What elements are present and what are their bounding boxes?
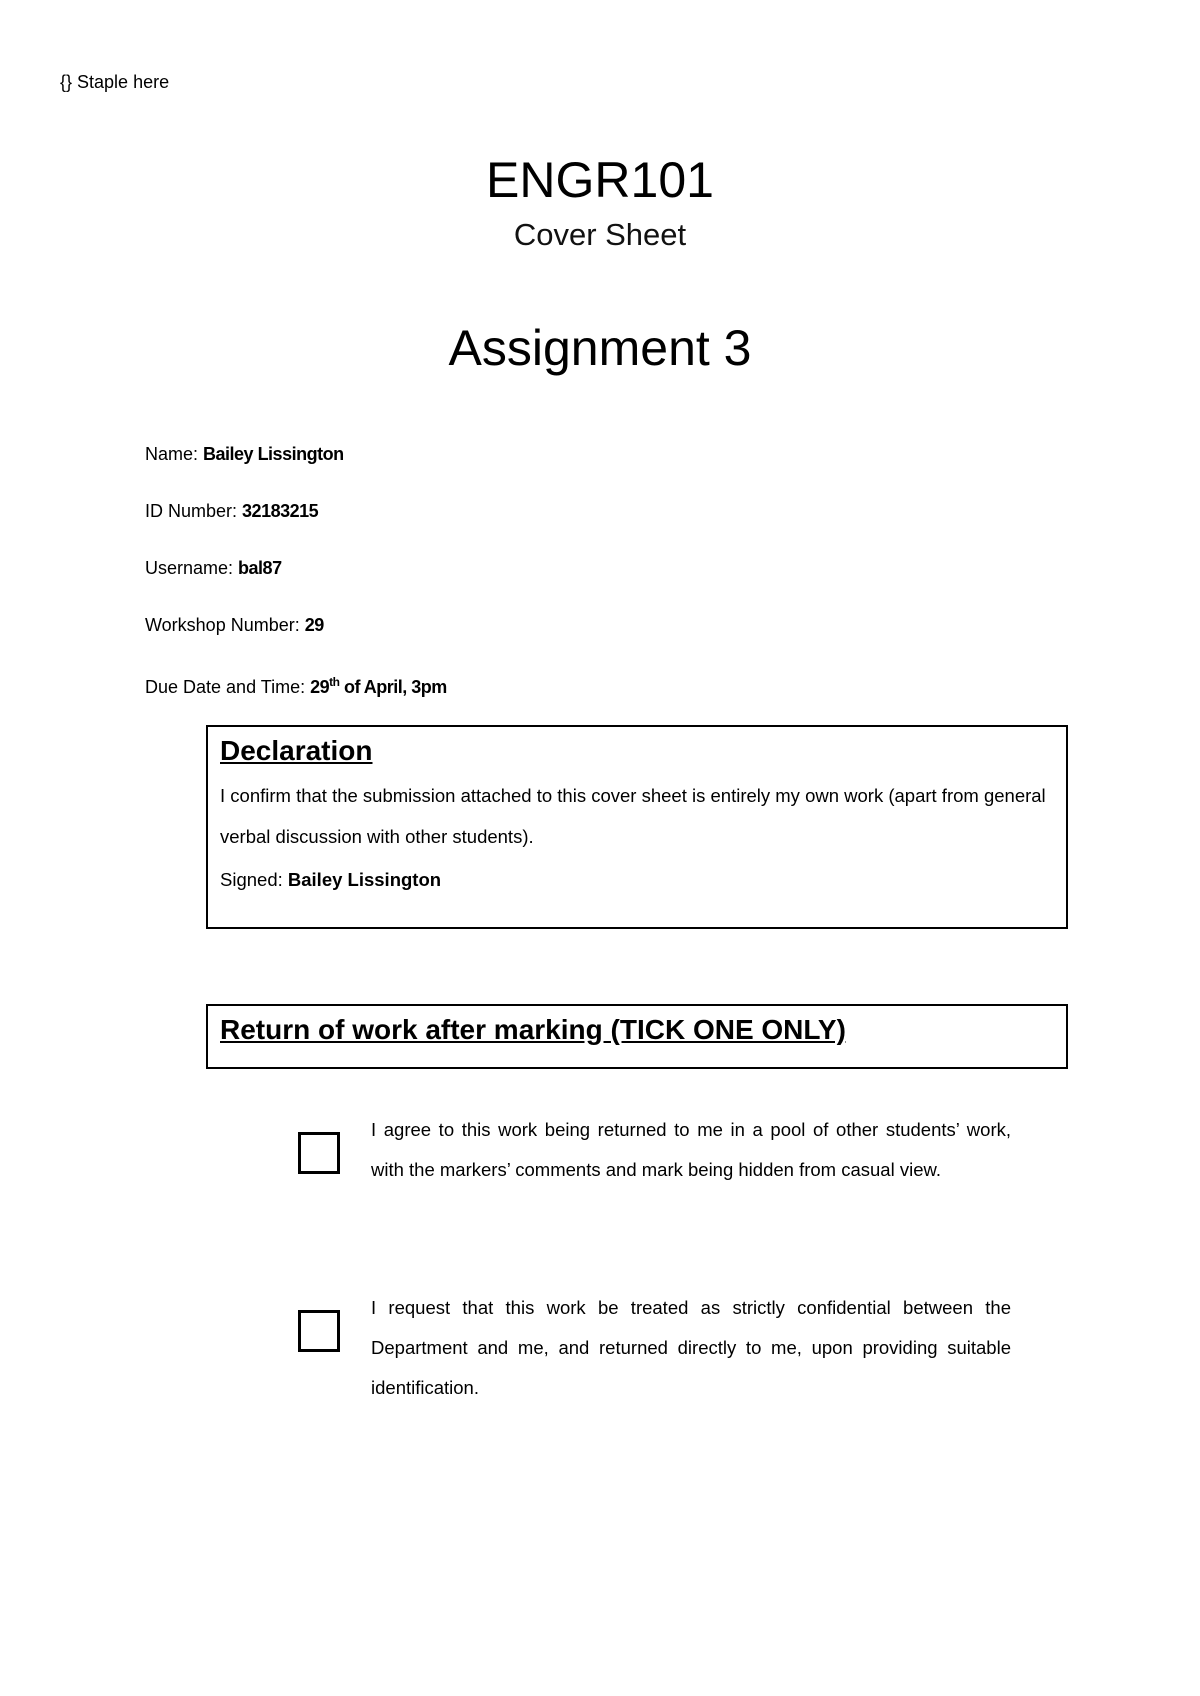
declaration-text: I confirm that the submission attached to this cover sheet is entirely my own work (apart from general verbal discussion with other students). (220, 785, 1046, 847)
course-code-title: ENGR101 (486, 152, 714, 208)
name-value: Bailey Lissington (203, 444, 344, 464)
return-of-work-title: Return of work after marking (TICK ONE ONLY) (220, 1014, 846, 1045)
cover-sheet-subtitle: Cover Sheet (513, 217, 687, 252)
declaration-box (206, 725, 1068, 929)
name-row (145, 442, 447, 499)
signed-row (220, 869, 1054, 891)
return-confidential-text: I request that this work be treated as strictly confidential between the Department and me, and returned directly to me, upon providing suitable identification. (371, 1297, 1011, 1398)
id-number-value: 32183215 (242, 501, 319, 521)
id-number-row (145, 499, 447, 556)
workshop-number-label: Workshop Number: (145, 615, 300, 635)
due-date-rest: of April, 3pm (339, 677, 447, 697)
name-label: Name: (145, 444, 199, 464)
assignment-title: Assignment 3 (448, 320, 752, 376)
due-date-ordinal: th (329, 675, 340, 689)
due-date-label: Due Date and Time: (145, 677, 306, 697)
student-details (145, 442, 447, 727)
return-pool-text: I agree to this work being returned to me in a pool of other students’ work, with the markers’ comments and mark being hidden from casual view. (371, 1119, 1011, 1180)
signed-label: Signed: (220, 869, 283, 890)
return-pool-checkbox[interactable] (298, 1132, 340, 1174)
due-date-row (145, 670, 447, 727)
id-number-label: ID Number: (145, 501, 238, 521)
return-of-work-box (206, 1004, 1068, 1069)
declaration-title: Declaration (220, 735, 373, 766)
username-label: Username: (145, 558, 234, 578)
return-confidential-checkbox[interactable] (298, 1310, 340, 1352)
staple-note: {} Staple here (60, 72, 170, 92)
due-date-day: 29 (310, 677, 330, 697)
username-row (145, 556, 447, 613)
workshop-number-value: 29 (304, 615, 324, 635)
due-date-value (310, 677, 447, 697)
username-value: bal87 (238, 558, 282, 578)
workshop-number-row (145, 613, 447, 670)
signed-value: Bailey Lissington (287, 869, 442, 890)
